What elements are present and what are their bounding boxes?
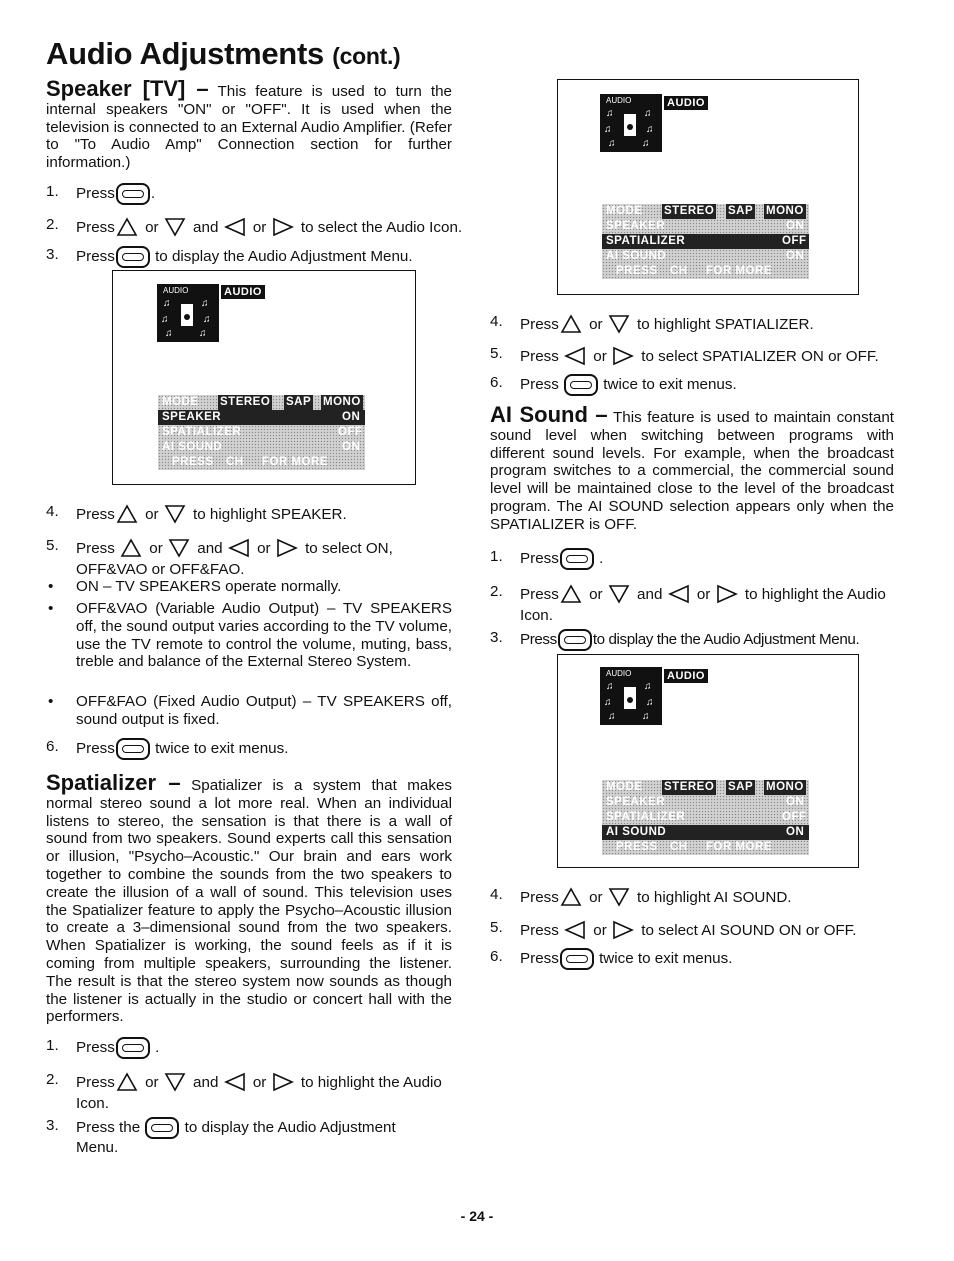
volume-right-icon <box>271 216 297 240</box>
ai-sound-step-3: 3. Press to display the the Audio Adjustment Menu. <box>490 629 900 649</box>
ai-sound-step-2: 2. Press or and or to highlight the Audio Icon. <box>490 583 886 624</box>
volume-right-icon <box>275 537 301 561</box>
audio-tag: AUDIO <box>221 285 265 299</box>
volume-right-icon <box>715 583 741 607</box>
action-button-icon <box>564 374 598 396</box>
menu-row-ai-sound: AI SOUND ON <box>602 825 809 840</box>
spatializer-step-2: 2. Press or and or to highlight the Audio Icon. <box>46 1071 442 1112</box>
audio-menu-screen-speaker <box>112 270 416 485</box>
volume-right-icon <box>611 345 637 369</box>
action-button-icon <box>116 183 150 205</box>
action-button-icon <box>560 948 594 970</box>
menu-row-spatializer: SPATIALIZER OFF <box>162 426 363 438</box>
audio-menu-screen-spatializer <box>557 79 859 295</box>
menu-row-ai-sound: AI SOUND ON <box>162 441 361 453</box>
speaker-step-4: 4. Press or to highlight SPEAKER. <box>46 503 452 523</box>
action-button-icon <box>145 1117 179 1139</box>
volume-left-icon <box>223 216 249 240</box>
channel-down-icon <box>607 583 633 607</box>
channel-down-icon <box>607 886 633 910</box>
spatializer-intro: Spatializer – Spatializer is a system that makes normal stereo sound a lot more real. When an individual listens to stereo, the sensation is that there is a wall of sound from two speakers. Sound experts call this sensation or illusion, "Psycho–Acoustic." Our brain and ears work together to combine the sounds from the two speakers to create the illusion of a wall of sound. This television uses the Spatializer feature to apply the Psycho–Acoustic illusion to create a 3–dimensional sound from the two speakers. When Spatializer is working, the sound feels as if it is coming from multiple speakers, surrounding the listener. The result is that the stereo system now sounds as though the listener is actually in the studio or concert hall with the performers. <box>46 770 452 1026</box>
ai-sound-step-1: 1. Press . <box>490 548 894 568</box>
action-button-icon <box>116 246 150 268</box>
channel-down-icon <box>607 313 633 337</box>
spatializer-step-5: 5. Press or to select SPATIALIZER ON or OFF. <box>490 345 900 365</box>
speaker-bullet-2: • OFF&VAO (Variable Audio Output) – TV SPEAKERS off, the sound output varies according to the TV volume, use the TV remote to control the volume, muting, bass, treble and balance of the External Stereo System. <box>48 600 452 671</box>
spatializer-heading: Spatializer – <box>46 770 181 795</box>
audio-menu <box>602 204 809 279</box>
volume-left-icon <box>223 1071 249 1095</box>
volume-right-icon <box>271 1071 297 1095</box>
speaker-step-5: 5. Press or and or to select ON, OFF&VAO or OFF&FAO. <box>46 537 393 578</box>
menu-row-press: PRESS CH FOR MORE <box>172 456 328 468</box>
menu-row-mode: MODE STEREO SAP MONO <box>606 781 804 793</box>
ai-sound-step-6: 6. Press twice to exit menus. <box>490 948 900 968</box>
menu-row-speaker: SPEAKER ON <box>606 796 805 808</box>
menu-row-spatializer: SPATIALIZER OFF <box>602 234 809 249</box>
audio-tag: AUDIO <box>664 669 708 683</box>
speaker-step-1: 1. Press . <box>46 183 452 203</box>
volume-right-icon <box>611 919 637 943</box>
volume-left-icon <box>563 919 589 943</box>
channel-down-icon <box>163 1071 189 1095</box>
menu-row-ai-sound: AI SOUND ON <box>606 250 805 262</box>
spatializer-step-1: 1. Press . <box>46 1037 452 1057</box>
speaker-bullet-3: • OFF&FAO (Fixed Audio Output) – TV SPEAKERS off, sound output is fixed. <box>48 693 452 728</box>
audio-icon: AUDIO ♫ ♫ ♫ ♫ ♫ ♫ <box>600 667 662 725</box>
speaker-heading: Speaker [TV] – <box>46 76 209 101</box>
audio-menu-screen-ai-sound <box>557 654 859 868</box>
action-button-icon <box>116 738 150 760</box>
menu-row-spatializer: SPATIALIZER OFF <box>606 811 807 823</box>
title-cont: (cont.) <box>332 43 401 69</box>
speaker-bullet-1: • ON – TV SPEAKERS operate normally. <box>48 578 342 595</box>
menu-row-mode: MODE STEREO SAP MONO <box>606 205 804 217</box>
spatializer-step-6: 6. Press twice to exit menus. <box>490 374 900 394</box>
channel-up-icon <box>115 1071 141 1095</box>
channel-up-icon <box>559 313 585 337</box>
speaker-step-3: 3. Press to display the Audio Adjustment Menu. <box>46 246 456 266</box>
channel-up-icon <box>115 503 141 527</box>
volume-left-icon <box>563 345 589 369</box>
channel-up-icon <box>119 537 145 561</box>
channel-down-icon <box>163 503 189 527</box>
speaker-step-6: 6. Press twice to exit menus. <box>46 738 452 758</box>
page-number: - 24 - <box>460 1208 494 1224</box>
channel-up-icon <box>559 583 585 607</box>
channel-up-icon <box>559 886 585 910</box>
ai-sound-step-4: 4. Press or to highlight AI SOUND. <box>490 886 900 906</box>
audio-menu <box>602 780 809 855</box>
channel-down-icon <box>163 216 189 240</box>
channel-up-icon <box>115 216 141 240</box>
audio-icon: AUDIO ♫ ♫ ♫ ♫ ♫ ♫ <box>157 284 219 342</box>
action-button-icon <box>116 1037 150 1059</box>
channel-down-icon <box>167 537 193 561</box>
menu-row-press: PRESS CH FOR MORE <box>616 265 772 277</box>
speaker-step-2: 2. Press or and or to select the Audio Icon. <box>46 216 466 236</box>
audio-tag: AUDIO <box>664 96 708 110</box>
action-button-icon <box>560 548 594 570</box>
volume-left-icon <box>227 537 253 561</box>
spatializer-step-4: 4. Press or to highlight SPATIALIZER. <box>490 313 900 333</box>
audio-menu <box>158 395 365 470</box>
menu-row-speaker: SPEAKER ON <box>606 220 805 232</box>
ai-sound-heading: AI Sound – <box>490 402 608 427</box>
spatializer-step-3: 3. Press the to display the Audio Adjustment Menu. <box>46 1117 396 1156</box>
menu-row-press: PRESS CH FOR MORE <box>616 841 772 853</box>
audio-icon: AUDIO ♫ ♫ ♫ ♫ ♫ ♫ <box>600 94 662 152</box>
volume-left-icon <box>667 583 693 607</box>
page-title: Audio Adjustments (cont.) <box>46 36 401 71</box>
speaker-intro: Speaker [TV] – This feature is used to turn the internal speakers "ON" or "OFF". It is used when the television is connected to an External Audio Amplifier. (Refer to "To Audio Amp" Connection section for further information.) <box>46 76 452 172</box>
ai-sound-step-5: 5. Press or to select AI SOUND ON or OFF. <box>490 919 900 939</box>
ai-sound-intro: AI Sound – This feature is used to maintain constant sound level when switching between programs with different sound levels. For example, when the broadcast program switches to a commercial, the commercial sound level will be maintained close to the level of the broadcast program. The AI SOUND selection appears only when the SPATIALIZER is OFF. <box>490 402 895 533</box>
action-button-icon <box>558 629 592 651</box>
menu-row-mode: MODE STEREO SAP MONO <box>162 396 361 408</box>
menu-row-speaker: SPEAKER ON <box>158 410 365 425</box>
